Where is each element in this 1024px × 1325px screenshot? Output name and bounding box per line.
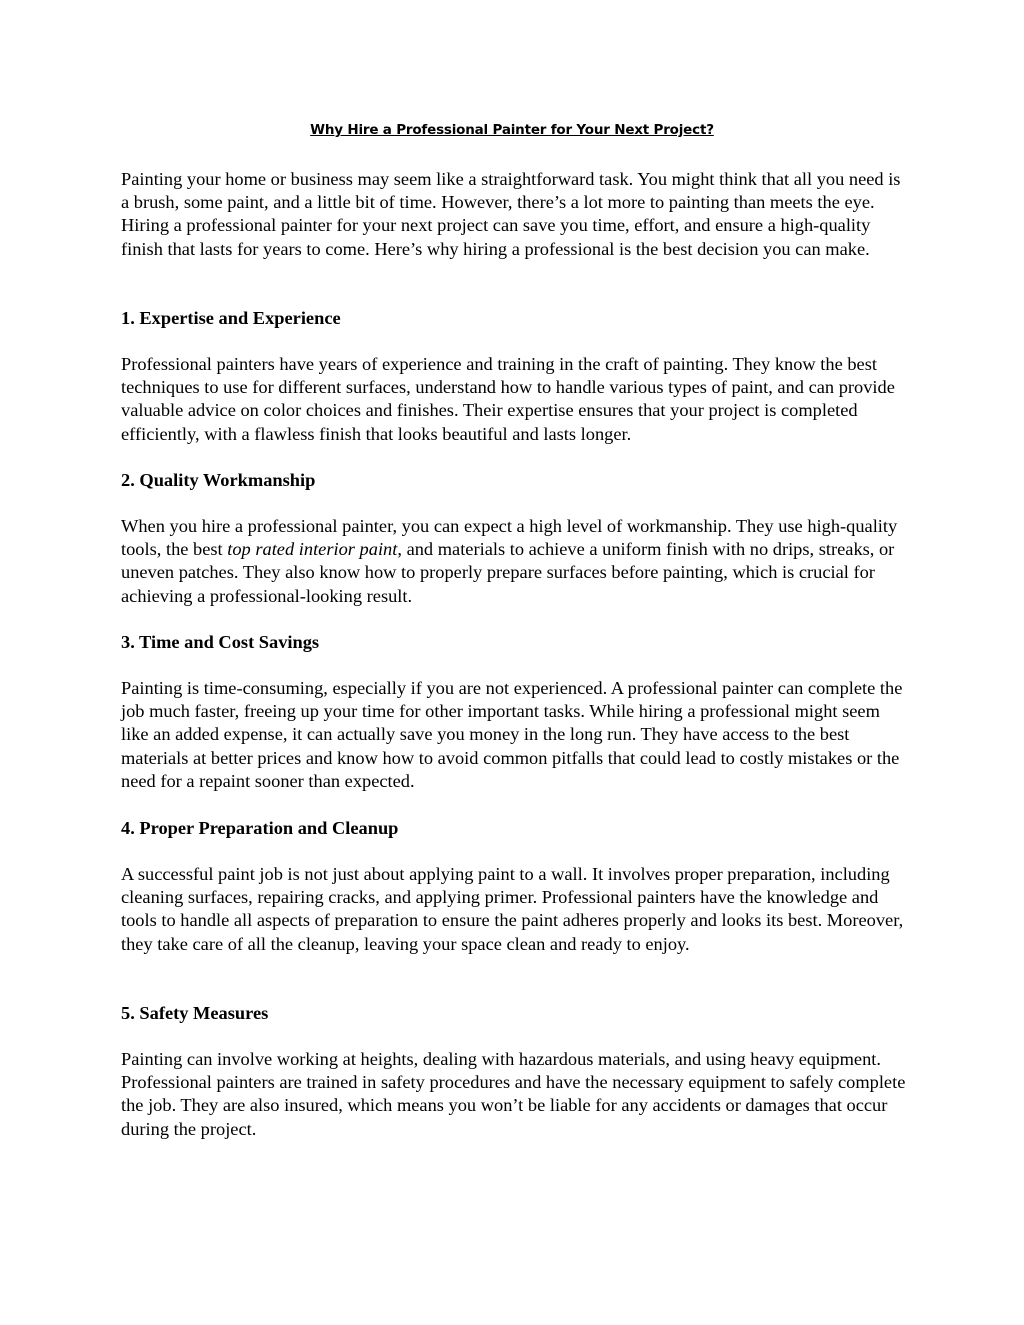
section-heading-safety: 5. Safety Measures [121,1003,269,1023]
quality-text-start: When you hire a professional painter, you can expect a high level of workmanship. They use high-quality tools, the best [121,516,898,560]
intro-paragraph: Painting your home or business may seem like a straightforward task. You might think that all you need is a brush, some paint, and a little bit of time. However, there’s a lot more to painting than meets the eye. Hiring a professional painter for your next project can save you time, effort, and ensure a high-quality finish that lasts for years to come. Here’s why hiring a professional is the best decision you can make. [121,169,901,259]
section-body-quality [121,515,911,608]
paint-link-text: top rated interior paint [227,539,398,560]
section-body-time-cost: Painting is time-consuming, especially if you are not experienced. A professional painter can complete the job much faster, freeing up your time for other important tasks. While hiring a professional might seem like an added expense, it can actually save you money in the long run. They have access to the best materials at better prices and know how to avoid common pitfalls that could lead to costly mistakes or the need for a repaint sooner than expected. [121,678,903,791]
document-title: Why Hire a Professional Painter for Your Next Project? [310,122,714,138]
section-body-expertise: Professional painters have years of experience and training in the craft of painting. They know the best techniques to use for different surfaces, understand how to handle various types of paint, and can provide valuable advice on color choices and finishes. Their expertise ensures that your project is completed efficiently, with a flawless finish that looks beautiful and lasts longer. [121,354,895,444]
section-heading-preparation: 4. Proper Preparation and Cleanup [121,818,399,838]
section-body-preparation: A successful paint job is not just about applying paint to a wall. It involves proper preparation, including cleaning surfaces, repairing cracks, and applying primer. Professional painters have the knowledge and tools to handle all aspects of preparation to ensure the paint adheres properly and looks its best. Moreover, they take care of all the cleanup, leaving your space clean and ready to enjoy. [121,864,904,954]
quality-text-end: , and materials to achieve a uniform finish with no drips, streaks, or uneven patches. They also know how to properly prepare surfaces before painting, which is crucial for achieving a professional-looking result. [121,539,895,606]
section-heading-time-cost: 3. Time and Cost Savings [121,632,320,652]
section-heading-quality: 2. Quality Workmanship [121,470,316,490]
section-body-safety: Painting can involve working at heights, dealing with hazardous materials, and using heavy equipment. Professional painters are trained in safety procedures and have the necessary equipment to safely complete the job. They are also insured, which means you won’t be liable for any accidents or damages that occur during the project. [121,1049,906,1139]
section-heading-expertise: 1. Expertise and Experience [121,308,341,328]
